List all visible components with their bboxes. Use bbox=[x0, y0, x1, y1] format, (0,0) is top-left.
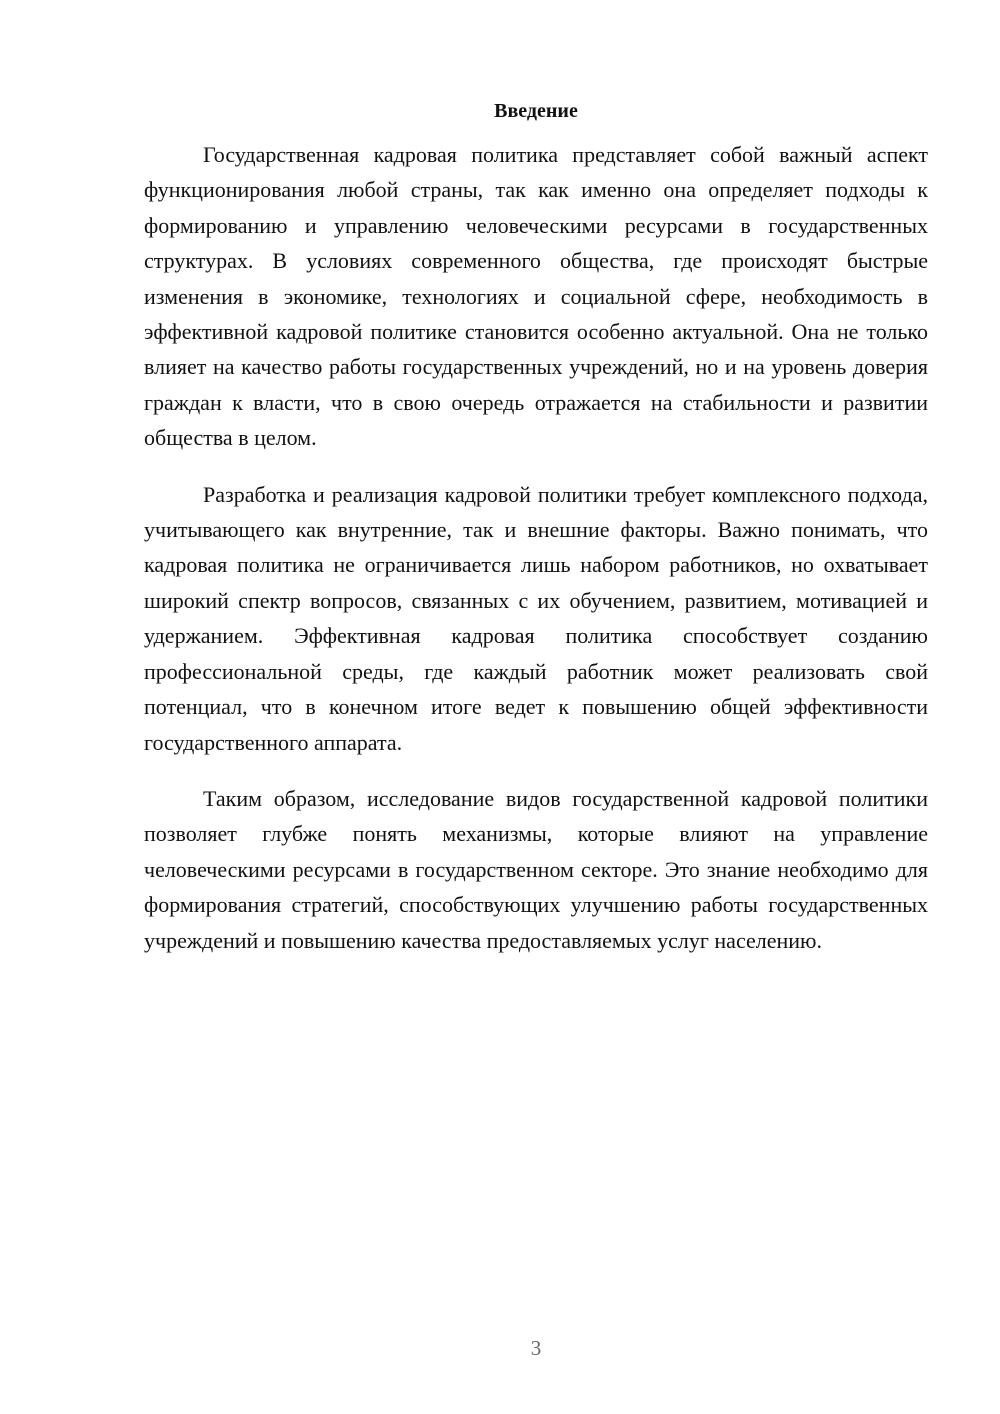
document-body bbox=[144, 96, 928, 958]
paragraph-introduction-1: Государственная кадровая политика представляет собой важный аспект функционирования любой страны, так как именно она определяет подходы к формированию и управлению человеческими ресурсами в государственных структурах. В условиях современного общества, где происходят быстрые изменения в экономике, технологиях и социальной сфере, необходимость в эффективной кадровой политике становится особенно актуальной. Она не только влияет на качество работы государственных учреждений, но и на уровень доверия граждан к власти, что в свою очередь отражается на стабильности и развитии общества в целом. bbox=[144, 142, 928, 451]
paragraph-introduction-2: Разработка и реализация кадровой политики требует комплексного подхода, учитывающего как внутренние, так и внешние факторы. Важно понимать, что кадровая политика не ограничивается лишь набором работников, но охватывает широкий спектр вопросов, связанных с их обучением, развитием, мотивацией и удержанием. Эффективная кадровая политика способствует созданию профессиональной среды, где каждый работник может реализовать свой потенциал, что в конечном итоге ведет к повышению общей эффективности государственного аппарата. bbox=[144, 481, 928, 755]
page-number: 3 bbox=[530, 1336, 542, 1360]
paragraph-introduction-3: Таким образом, исследование видов государственной кадровой политики позволяет глубже понять механизмы, которые влияют на управление человеческими ресурсами в государственном секторе. Это знание необходимо для формирования стратегий, способствующих улучшению работы государственных учреждений и повышению качества предоставляемых услуг населению. bbox=[144, 785, 928, 953]
section-title: Введение bbox=[494, 100, 578, 122]
